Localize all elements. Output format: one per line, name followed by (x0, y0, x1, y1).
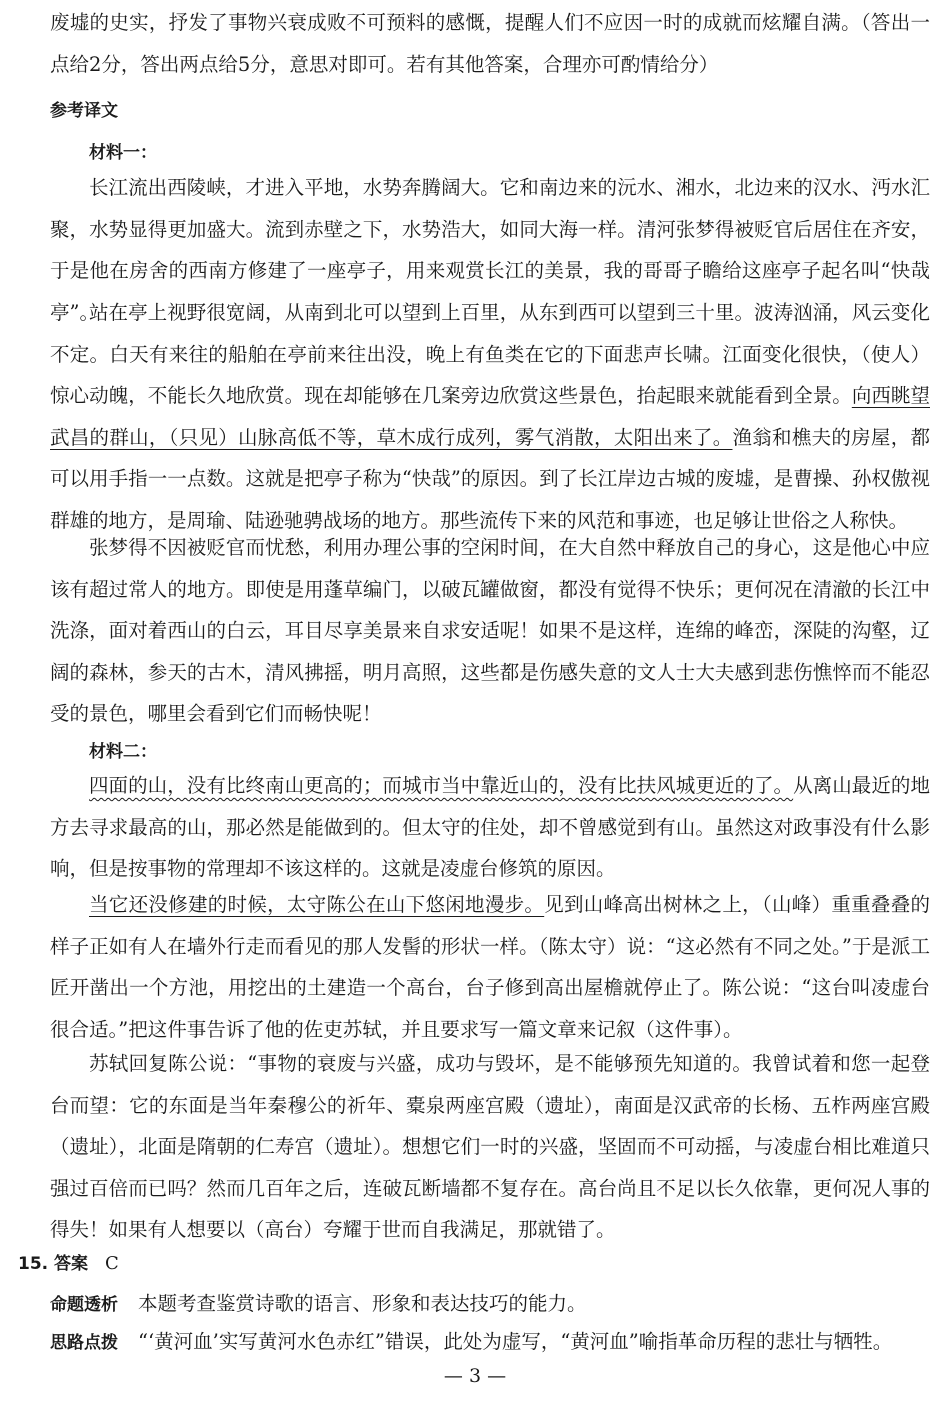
material-one-label: 材料一： (89, 143, 157, 163)
material-two-label: 材料二： (89, 742, 157, 762)
material-one-p2-text-a: 站在亭上视野很宽阔，从南到北可以望到上百里，从东到西可以望到三十里。波涛汹涌，风云变化不定。白天有来往的船舶在亭前来往出没，晚上有鱼类在它的下面悲声长啸。江面变化很快，（使人）惊心动魄，不能长久地欣赏。现在却能够在几案旁边欣赏这些景色，抬起眼来就能看到全景。 (50, 301, 930, 407)
material-two-p1-text: 从离山最近的地方去寻求最高的山，那必然是能做到的。但太守的住处，却不曾感觉到有山。虽然这对政事没有什么影响，但是按事物的常理却不该这样的。这就是凌虚台修筑的原因。 (50, 774, 930, 880)
material-two-paragraph-2 (50, 884, 930, 1050)
question-15-answer: C (105, 1253, 119, 1274)
underlined-sentence-chen-walking: 当它还没修建的时候，太守陈公在山下悠闲地漫步。 (89, 893, 545, 916)
material-two-p2-text: 见到山峰高出树林之上，（山峰）重重叠叠的样子正如有人在墙外行走而看见的那人发髻的形状一样。（陈太守）说：“这必然有不同之处。”于是派工匠开凿出一个方池，用挖出的土建造一个高台，台子修到高出屋檐就停止了。陈公说：“这台叫凌虚台很合适。”把这件事告诉了他的佐吏苏轼，并且要求写一篇文章来记叙（这件事）。 (50, 893, 930, 1041)
analysis-row-1-label: 命题透析 (50, 1295, 118, 1315)
material-one-paragraph-1: 长江流出西陵峡，才进入平地，水势奔腾阔大。它和南边来的沅水、湘水，北边来的汉水、沔水汇聚，水势显得更加盛大。流到赤壁之下，水势浩大，如同大海一样。清河张梦得被贬官后居住在齐安，于是他在房舍的西南方修建了一座亭子，用来观赏长江的美景，我的哥哥子瞻给这座亭子起名叫“快哉亭”。 (50, 176, 930, 324)
material-two-paragraph-3: 苏轼回复陈公说：“事物的衰废与兴盛，成功与毁坏，是不能够预先知道的。我曾试着和您一起登台而望：它的东面是当年秦穆公的祈年、橐泉两座宫殿（遗址），南面是汉武帝的长杨、五柞两座宫殿（遗址），北面是隋朝的仁寿宫（遗址）。想想它们一时的兴盛，坚固而不可动摇，与凌虚台相比难道只强过百倍而已吗？然而几百年之后，连破瓦断墙都不复存在。高台尚且不足以长久依靠，更何况人事的得失！如果有人想要以（高台）夸耀于世而自我满足，那就错了。 (50, 1052, 930, 1241)
material-one-paragraph-3: 张梦得不因被贬官而忧愁，利用办理公事的空闲时间，在大自然中释放自己的身心，这是他心中应该有超过常人的地方。即使是用蓬草编门，以破瓦罐做窗，都没有觉得不快乐；更何况在清澈的长江中洗涤，面对着西山的白云，耳目尽享美景来自求安适呢！如果不是这样，连绵的峰峦，深陡的沟壑，辽阔的森林，参天的古木，清风拂摇，明月高照，这些都是伤感失意的文人士大夫感到悲伤憔悴而不能忍受的景色，哪里会看到它们而畅快呢！ (50, 536, 930, 725)
page-number: — 3 — (443, 1365, 507, 1387)
translation-heading: 参考译文 (50, 101, 118, 121)
wavy-underlined-sentence-zhongnan: 四面的山，没有比终南山更高的；而城市当中靠近山的，没有比扶风城更近的了。 (89, 774, 794, 797)
analysis-row-2 (50, 1328, 892, 1357)
material-one-paragraph-2 (50, 292, 930, 541)
analysis-row-1-text: 本题考查鉴赏诗歌的语言、形象和表达技巧的能力。 (138, 1292, 587, 1315)
material-one-p2-text-b: 渔翁和樵夫的房屋，都可以用手指一一点数。这就是把亭子称为“快哉”的原因。到了长江岸边古城的废墟，是曹操、孙权傲视群雄的地方，是周瑜、陆逊驰骋战场的地方。那些流传下来的风范和事迹，也足够让世俗之人称快。 (50, 425, 930, 532)
analysis-row-2-label: 思路点拨 (50, 1333, 118, 1353)
answer-note-paragraph: 废墟的史实，抒发了事物兴衰成败不可预料的感慨，提醒人们不应因一时的成就而炫耀自满。（答出一点给2分，答出两点给5分，意思对即可。若有其他答案，合理亦可酌情给分） (50, 11, 930, 76)
underlined-sentence-wuchang-mountains: 向西眺望武昌的群山，（只见）山脉高低不等，草木成行成列，雾气消散，太阳出来了。 (50, 384, 930, 449)
analysis-row-2-text: “‘黄河血’实写黄河水色赤红”错误，此处为虚写，“黄河血”喻指革命历程的悲壮与牺牲。 (138, 1330, 893, 1353)
question-15-number: 15. 答案 (18, 1254, 89, 1274)
analysis-row-1 (50, 1290, 587, 1319)
material-two-paragraph-1 (50, 765, 930, 890)
answer-label: 答案 (54, 1254, 89, 1274)
